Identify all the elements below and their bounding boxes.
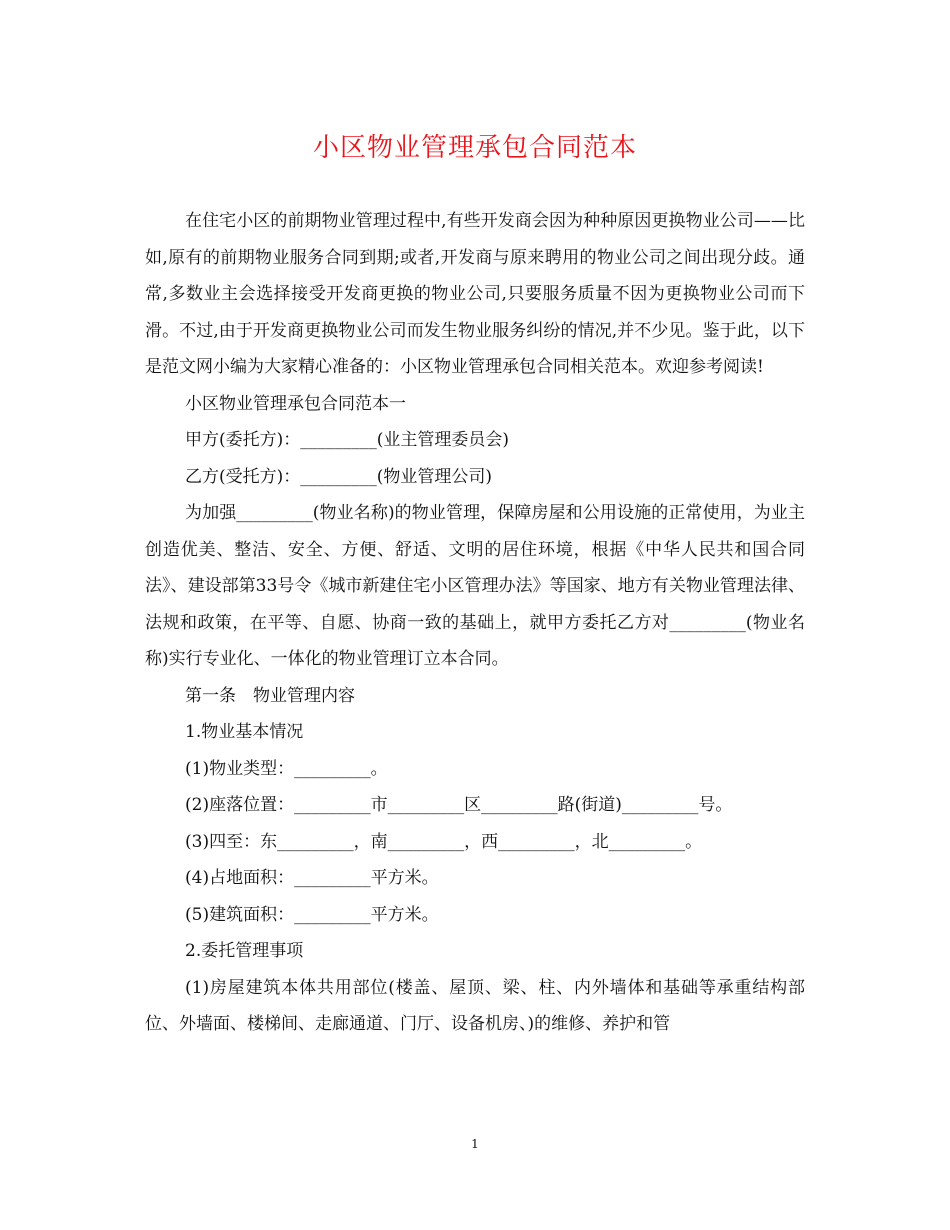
party-a-line: 甲方(委托方)：_________(业主管理委员会) [185,430,510,450]
preamble-paragraph: 为加强_________(物业名称)的物业管理，保障房屋和公用设施的正常使用，为业主创造优美、整洁、安全、方便、舒适、文明的居住环境，根据《中华人民共和国合同法》、建设部第33号令《城市新建住宅小区管理办法》等国家、地方有关物业管理法律、法规和政策，在平等、自愿、协商一致的基础上，就甲方委托乙方对_________(物业名称)实行专业化、一体化的物业管理订立本合同。 [145,503,805,669]
intro-paragraph: 在住宅小区的前期物业管理过程中,有些开发商会因为种种原因更换物业公司——比如,原有的前期物业服务合同到期;或者,开发商与原来聘用的物业公司之间出现分歧。通常,多数业主会选择接受开发商更换的物业公司,只要服务质量不因为更换物业公司而下滑。不过,由于开发商更换物业公司而发生物业服务纠纷的情况,并不少见。鉴于此，以下是范文网小编为大家精心准备的：小区物业管理承包合同相关范本。欢迎参考阅读! [145,211,805,377]
document-body [145,203,805,1043]
page-number: 1 [471,1137,479,1151]
item-location: (2)座落位置：_________市_________区_________路(街道)_________号。 [185,795,733,815]
item-building-area: (5)建筑面积：_________平方米。 [185,904,439,925]
item-property-type: (1)物业类型：_________。 [185,758,388,779]
item-land-area: (4)占地面积：_________平方米。 [185,868,439,888]
party-b-line: 乙方(受托方)：_________(物业管理公司) [185,466,493,487]
item-boundaries: (3)四至：东_________，南_________，西_________，北_________。 [185,831,703,852]
contract-heading: 小区物业管理承包合同范本一 [185,393,406,414]
section-entrusted-matters: 2.委托管理事项 [185,941,304,961]
document-title: 小区物业管理承包合同范本 [312,133,637,163]
section-basic-info: 1.物业基本情况 [185,722,304,742]
item-shared-parts: (1)房屋建筑本体共用部位(楼盖、屋顶、梁、柱、内外墙体和基础等承重结构部位、外墙面、楼梯间、走廊通道、门厅、设备机房、)的维修、养护和管 [145,977,805,1034]
article-one-heading: 第一条 物业管理内容 [185,685,355,706]
